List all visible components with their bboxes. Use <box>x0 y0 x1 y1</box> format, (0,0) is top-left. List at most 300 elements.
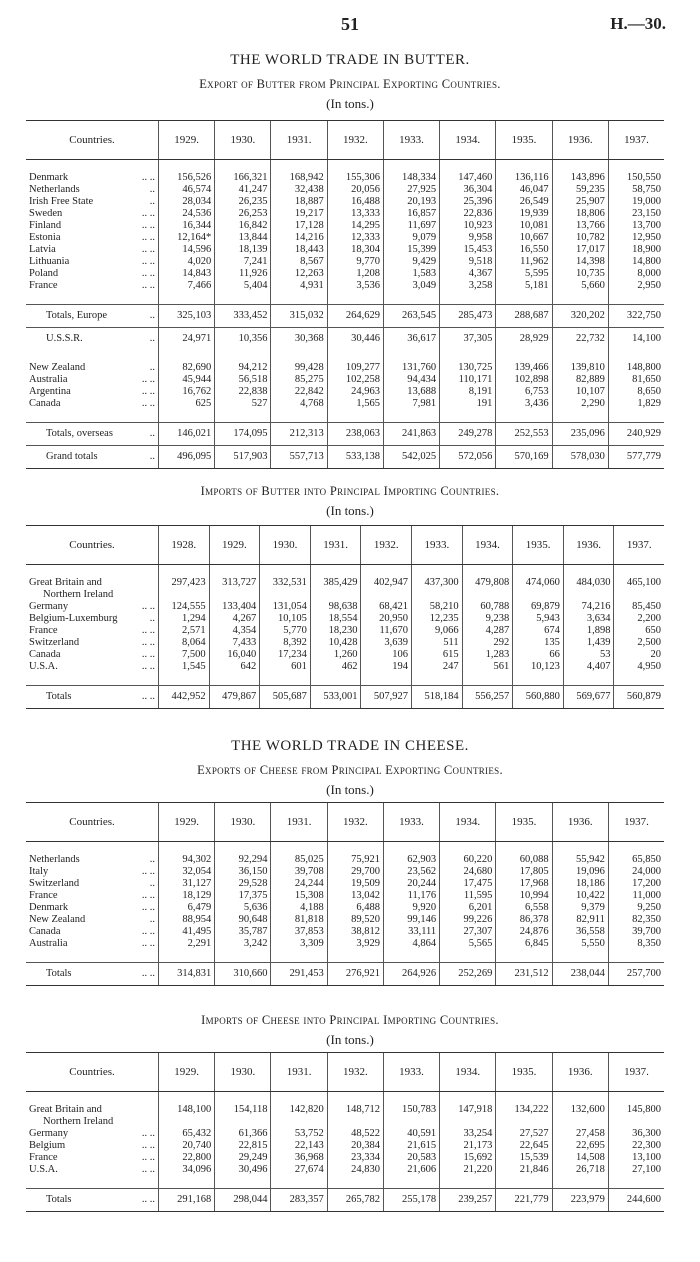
table-row <box>26 184 664 196</box>
country-cell <box>26 386 159 398</box>
value-cell: 239,257 <box>440 1189 496 1212</box>
value-cell: 505,687 <box>260 686 311 709</box>
value-cell: 20,740 <box>159 1140 215 1152</box>
value-cell: 53 <box>563 649 614 661</box>
countries-header: Countries. <box>26 803 159 842</box>
leader-dots: .. .. <box>141 968 155 979</box>
value-cell: 33,254 <box>440 1128 496 1140</box>
table-row <box>26 890 664 902</box>
country-name: France <box>29 625 58 636</box>
value-cell: 3,049 <box>383 280 439 292</box>
value-cell: 642 <box>209 661 260 673</box>
year-header: 1934. <box>440 121 496 160</box>
value-cell: 325,103 <box>159 305 215 328</box>
value-cell: 19,509 <box>327 878 383 890</box>
value-cell: 66 <box>513 649 564 661</box>
table-row <box>26 661 664 673</box>
value-cell: 34,096 <box>159 1164 215 1176</box>
value-cell: 21,615 <box>383 1140 439 1152</box>
value-cell: 5,595 <box>496 268 552 280</box>
value-cell: 68,421 <box>361 601 412 613</box>
value-cell: 75,921 <box>327 854 383 866</box>
value-cell: 474,060 <box>513 577 564 601</box>
value-cell: 276,921 <box>327 963 383 986</box>
country-name: Totals <box>46 1194 72 1205</box>
year-header: 1932. <box>327 803 383 842</box>
value-cell: 2,500 <box>614 637 664 649</box>
table-row <box>26 1140 664 1152</box>
value-cell: 223,979 <box>552 1189 608 1212</box>
value-cell: 542,025 <box>383 446 439 469</box>
value-cell: 9,066 <box>412 625 463 637</box>
table-row <box>26 1128 664 1140</box>
value-cell: 29,249 <box>215 1152 271 1164</box>
value-cell: 533,138 <box>327 446 383 469</box>
country-name: Argentina <box>29 386 71 397</box>
value-cell: 134,222 <box>496 1104 552 1128</box>
country-cell <box>26 446 159 469</box>
value-cell: 85,275 <box>271 374 327 386</box>
value-cell: 28,929 <box>496 328 552 351</box>
value-cell: 46,047 <box>496 184 552 196</box>
countries-header: Countries. <box>26 1053 159 1092</box>
value-cell: 99,146 <box>383 914 439 926</box>
value-cell: 1,565 <box>327 398 383 410</box>
value-cell: 561 <box>462 661 513 673</box>
leader-dots: .. .. <box>141 866 155 877</box>
value-cell: 94,302 <box>159 854 215 866</box>
country-cell <box>26 1128 159 1140</box>
spacer-row <box>26 1092 664 1105</box>
value-cell: 18,806 <box>552 208 608 220</box>
year-header: 1931. <box>271 803 327 842</box>
value-cell: 283,357 <box>271 1189 327 1212</box>
leader-dots: .. <box>149 362 155 373</box>
year-header: 1934. <box>440 803 496 842</box>
value-cell: 28,034 <box>159 196 215 208</box>
value-cell: 1,583 <box>383 268 439 280</box>
value-cell: 13,333 <box>327 208 383 220</box>
country-cell <box>26 305 159 328</box>
year-header: 1937. <box>614 526 664 565</box>
value-cell: 17,805 <box>496 866 552 878</box>
value-cell: 131,760 <box>383 362 439 374</box>
country-cell <box>26 208 159 220</box>
value-cell: 265,782 <box>327 1189 383 1212</box>
country-name-cont: Northern Ireland <box>43 589 114 600</box>
table-row <box>26 256 664 268</box>
country-cell <box>26 926 159 938</box>
value-cell: 102,898 <box>496 374 552 386</box>
value-cell: 22,695 <box>552 1140 608 1152</box>
value-cell: 142,820 <box>271 1104 327 1128</box>
value-cell: 4,287 <box>462 625 513 637</box>
header-row <box>26 803 664 842</box>
value-cell: 10,356 <box>215 328 271 351</box>
value-cell: 20,056 <box>327 184 383 196</box>
value-cell: 231,512 <box>496 963 552 986</box>
table-row <box>26 362 664 374</box>
value-cell: 27,674 <box>271 1164 327 1176</box>
value-cell: 85,025 <box>271 854 327 866</box>
table-row <box>26 938 664 950</box>
table-row <box>26 902 664 914</box>
value-cell: 36,617 <box>383 328 439 351</box>
value-cell: 8,650 <box>608 386 664 398</box>
value-cell: 85,450 <box>614 601 664 613</box>
value-cell: 4,020 <box>159 256 215 268</box>
value-cell: 145,800 <box>608 1104 664 1128</box>
value-cell: 74,216 <box>563 601 614 613</box>
value-cell: 58,750 <box>608 184 664 196</box>
value-cell: 27,458 <box>552 1128 608 1140</box>
country-name: Finland <box>29 220 62 231</box>
value-cell: 45,944 <box>159 374 215 386</box>
t1-caption: Export of Butter from Principal Exporting Countries. <box>199 77 501 91</box>
header-row <box>26 1053 664 1092</box>
country-cell <box>26 1140 159 1152</box>
value-cell: 252,269 <box>440 963 496 986</box>
value-cell: 26,549 <box>496 196 552 208</box>
country-name: Germany <box>29 1128 69 1139</box>
spacer-row <box>26 292 664 305</box>
value-cell: 221,779 <box>496 1189 552 1212</box>
value-cell: 249,278 <box>440 423 496 446</box>
year-header: 1934. <box>462 526 513 565</box>
country-cell <box>26 854 159 866</box>
value-cell: 4,864 <box>383 938 439 950</box>
value-cell: 4,188 <box>271 902 327 914</box>
value-cell: 13,844 <box>215 232 271 244</box>
year-header: 1932. <box>327 121 383 160</box>
country-cell <box>26 423 159 446</box>
country-cell <box>26 184 159 196</box>
value-cell: 5,181 <box>496 280 552 292</box>
value-cell: 60,088 <box>496 854 552 866</box>
value-cell: 13,766 <box>552 220 608 232</box>
value-cell: 82,690 <box>159 362 215 374</box>
value-cell: 21,220 <box>440 1164 496 1176</box>
value-cell: 30,446 <box>327 328 383 351</box>
leader-dots: .. .. <box>141 374 155 385</box>
table-row <box>26 220 664 232</box>
country-name: Germany <box>29 601 69 612</box>
butter-section-title: THE WORLD TRADE IN BUTTER. <box>230 52 470 68</box>
value-cell: 24,244 <box>271 878 327 890</box>
value-cell: 147,918 <box>440 1104 496 1128</box>
value-cell: 21,606 <box>383 1164 439 1176</box>
value-cell: 37,305 <box>440 328 496 351</box>
value-cell: 10,123 <box>513 661 564 673</box>
value-cell: 8,191 <box>440 386 496 398</box>
leader-dots: .. .. <box>141 691 155 702</box>
table-row <box>26 613 664 625</box>
year-header: 1936. <box>563 526 614 565</box>
value-cell: 507,927 <box>361 686 412 709</box>
value-cell: 154,118 <box>215 1104 271 1128</box>
year-header: 1933. <box>383 803 439 842</box>
value-cell: 3,634 <box>563 613 614 625</box>
value-cell: 15,308 <box>271 890 327 902</box>
value-cell: 4,267 <box>209 613 260 625</box>
value-cell: 10,422 <box>552 890 608 902</box>
cheese-section-title: THE WORLD TRADE IN CHEESE. <box>231 738 469 754</box>
value-cell: 155,306 <box>327 172 383 184</box>
table-row <box>26 577 664 601</box>
cheese-exports-table <box>26 802 664 986</box>
value-cell: 14,843 <box>159 268 215 280</box>
country-cell <box>26 878 159 890</box>
value-cell: 11,962 <box>496 256 552 268</box>
value-cell: 132,600 <box>552 1104 608 1128</box>
value-cell: 16,857 <box>383 208 439 220</box>
leader-dots: .. <box>149 914 155 925</box>
value-cell: 5,565 <box>440 938 496 950</box>
value-cell: 479,867 <box>209 686 260 709</box>
country-cell <box>26 625 159 637</box>
spacer-row <box>26 1176 664 1189</box>
leader-dots: .. <box>149 184 155 195</box>
value-cell: 19,000 <box>608 196 664 208</box>
value-cell: 27,100 <box>608 1164 664 1176</box>
value-cell: 4,950 <box>614 661 664 673</box>
year-header: 1935. <box>496 803 552 842</box>
table-row <box>26 686 664 709</box>
country-cell <box>26 613 159 625</box>
page-header <box>0 14 700 38</box>
value-cell: 298,044 <box>215 1189 271 1212</box>
value-cell: 24,876 <box>496 926 552 938</box>
country-cell <box>26 362 159 374</box>
country-cell <box>26 232 159 244</box>
value-cell: 442,952 <box>159 686 210 709</box>
country-cell <box>26 902 159 914</box>
value-cell: 27,925 <box>383 184 439 196</box>
leader-dots: .. <box>149 428 155 439</box>
value-cell: 297,423 <box>159 577 210 601</box>
leader-dots: .. .. <box>141 938 155 949</box>
value-cell: 14,800 <box>608 256 664 268</box>
value-cell: 10,923 <box>440 220 496 232</box>
table-row <box>26 854 664 866</box>
table-row <box>26 374 664 386</box>
leader-dots: .. <box>149 310 155 321</box>
table-row <box>26 172 664 184</box>
value-cell: 26,718 <box>552 1164 608 1176</box>
country-cell <box>26 268 159 280</box>
value-cell: 24,971 <box>159 328 215 351</box>
country-name: Switzerland <box>29 637 80 648</box>
value-cell: 4,931 <box>271 280 327 292</box>
country-name: Canada <box>29 649 61 660</box>
spacer-row <box>26 350 664 362</box>
value-cell: 19,096 <box>552 866 608 878</box>
value-cell: 8,064 <box>159 637 210 649</box>
value-cell: 3,929 <box>327 938 383 950</box>
leader-dots: .. .. <box>141 625 155 636</box>
value-cell: 247 <box>412 661 463 673</box>
leader-dots: .. <box>149 854 155 865</box>
value-cell: 41,247 <box>215 184 271 196</box>
value-cell: 20,193 <box>383 196 439 208</box>
country-cell <box>26 196 159 208</box>
spacer-row <box>26 673 664 686</box>
country-cell <box>26 328 159 351</box>
country-name-cont: Northern Ireland <box>43 1116 114 1127</box>
value-cell: 24,963 <box>327 386 383 398</box>
value-cell: 20 <box>614 649 664 661</box>
year-header: 1935. <box>496 121 552 160</box>
country-name: Poland <box>29 268 59 279</box>
leader-dots: .. .. <box>141 268 155 279</box>
value-cell: 556,257 <box>462 686 513 709</box>
year-header: 1929. <box>209 526 260 565</box>
value-cell: 30,368 <box>271 328 327 351</box>
value-cell: 212,313 <box>271 423 327 446</box>
value-cell: 37,853 <box>271 926 327 938</box>
value-cell: 285,473 <box>440 305 496 328</box>
country-cell <box>26 577 159 601</box>
country-name: U.S.S.R. <box>46 333 83 344</box>
value-cell: 1,294 <box>159 613 210 625</box>
year-header: 1930. <box>260 526 311 565</box>
country-name: Totals, overseas <box>46 428 113 439</box>
leader-dots: .. .. <box>141 1128 155 1139</box>
value-cell: 3,309 <box>271 938 327 950</box>
value-cell: 13,688 <box>383 386 439 398</box>
table-row <box>26 625 664 637</box>
value-cell: 135 <box>513 637 564 649</box>
value-cell: 4,354 <box>209 625 260 637</box>
value-cell: 288,687 <box>496 305 552 328</box>
value-cell: 10,428 <box>310 637 361 649</box>
leader-dots: .. .. <box>141 1164 155 1175</box>
value-cell: 12,263 <box>271 268 327 280</box>
leader-dots: .. .. <box>141 208 155 219</box>
value-cell: 2,200 <box>614 613 664 625</box>
value-cell: 38,812 <box>327 926 383 938</box>
value-cell: 88,954 <box>159 914 215 926</box>
country-name: France <box>29 280 58 291</box>
value-cell: 150,550 <box>608 172 664 184</box>
value-cell: 11,926 <box>215 268 271 280</box>
value-cell: 17,017 <box>552 244 608 256</box>
value-cell: 314,831 <box>159 963 215 986</box>
value-cell: 18,304 <box>327 244 383 256</box>
value-cell: 5,660 <box>552 280 608 292</box>
value-cell: 17,968 <box>496 878 552 890</box>
value-cell: 16,762 <box>159 386 215 398</box>
value-cell: 102,258 <box>327 374 383 386</box>
value-cell: 36,300 <box>608 1128 664 1140</box>
value-cell: 533,001 <box>310 686 361 709</box>
value-cell: 2,571 <box>159 625 210 637</box>
value-cell: 252,553 <box>496 423 552 446</box>
country-name: Totals <box>46 691 72 702</box>
country-cell <box>26 938 159 950</box>
table-row <box>26 244 664 256</box>
value-cell: 238,044 <box>552 963 608 986</box>
value-cell: 560,879 <box>614 686 664 709</box>
value-cell: 22,842 <box>271 386 327 398</box>
value-cell: 148,800 <box>608 362 664 374</box>
value-cell: 25,396 <box>440 196 496 208</box>
value-cell: 465,100 <box>614 577 664 601</box>
value-cell: 99,226 <box>440 914 496 926</box>
value-cell: 15,399 <box>383 244 439 256</box>
butter-imports-table <box>26 525 664 709</box>
t3-caption: Exports of Cheese from Principal Exporting Countries. <box>197 763 503 777</box>
value-cell: 23,562 <box>383 866 439 878</box>
table-row <box>26 208 664 220</box>
year-header: 1930. <box>215 1053 271 1092</box>
value-cell: 518,184 <box>412 686 463 709</box>
leader-dots: .. .. <box>141 1152 155 1163</box>
value-cell: 53,752 <box>271 1128 327 1140</box>
value-cell: 313,727 <box>209 577 260 601</box>
value-cell: 27,527 <box>496 1128 552 1140</box>
value-cell: 572,056 <box>440 446 496 469</box>
value-cell: 40,591 <box>383 1128 439 1140</box>
country-name: Estonia <box>29 232 61 243</box>
value-cell: 19,939 <box>496 208 552 220</box>
table-row <box>26 386 664 398</box>
value-cell: 3,639 <box>361 637 412 649</box>
header-row <box>26 526 664 565</box>
value-cell: 22,143 <box>271 1140 327 1152</box>
year-header: 1931. <box>271 121 327 160</box>
value-cell: 17,234 <box>260 649 311 661</box>
value-cell: 12,235 <box>412 613 463 625</box>
leader-dots: .. <box>149 613 155 624</box>
value-cell: 18,887 <box>271 196 327 208</box>
value-cell: 39,700 <box>608 926 664 938</box>
value-cell: 1,898 <box>563 625 614 637</box>
value-cell: 29,700 <box>327 866 383 878</box>
value-cell: 7,981 <box>383 398 439 410</box>
value-cell: 130,725 <box>440 362 496 374</box>
value-cell: 263,545 <box>383 305 439 328</box>
t2-unit: (In tons.) <box>326 503 374 518</box>
value-cell: 81,650 <box>608 374 664 386</box>
value-cell: 110,171 <box>440 374 496 386</box>
value-cell: 3,242 <box>215 938 271 950</box>
header-row <box>26 121 664 160</box>
value-cell: 479,808 <box>462 577 513 601</box>
country-cell <box>26 256 159 268</box>
country-name: Australia <box>29 374 68 385</box>
leader-dots: .. <box>149 196 155 207</box>
t4-caption: Imports of Cheese into Principal Importing Countries. <box>201 1013 499 1027</box>
leader-dots: .. .. <box>141 902 155 913</box>
value-cell: 241,863 <box>383 423 439 446</box>
value-cell: 7,241 <box>215 256 271 268</box>
country-cell <box>26 866 159 878</box>
value-cell: 94,212 <box>215 362 271 374</box>
value-cell: 156,526 <box>159 172 215 184</box>
country-name: Sweden <box>29 208 63 219</box>
value-cell: 255,178 <box>383 1189 439 1212</box>
value-cell: 82,911 <box>552 914 608 926</box>
value-cell: 15,453 <box>440 244 496 256</box>
t2-caption: Imports of Butter into Principal Importing Countries. <box>200 484 500 498</box>
value-cell: 23,150 <box>608 208 664 220</box>
value-cell: 18,900 <box>608 244 664 256</box>
country-name: Canada <box>29 398 61 409</box>
value-cell: 4,367 <box>440 268 496 280</box>
value-cell: 235,096 <box>552 423 608 446</box>
value-cell: 615 <box>412 649 463 661</box>
